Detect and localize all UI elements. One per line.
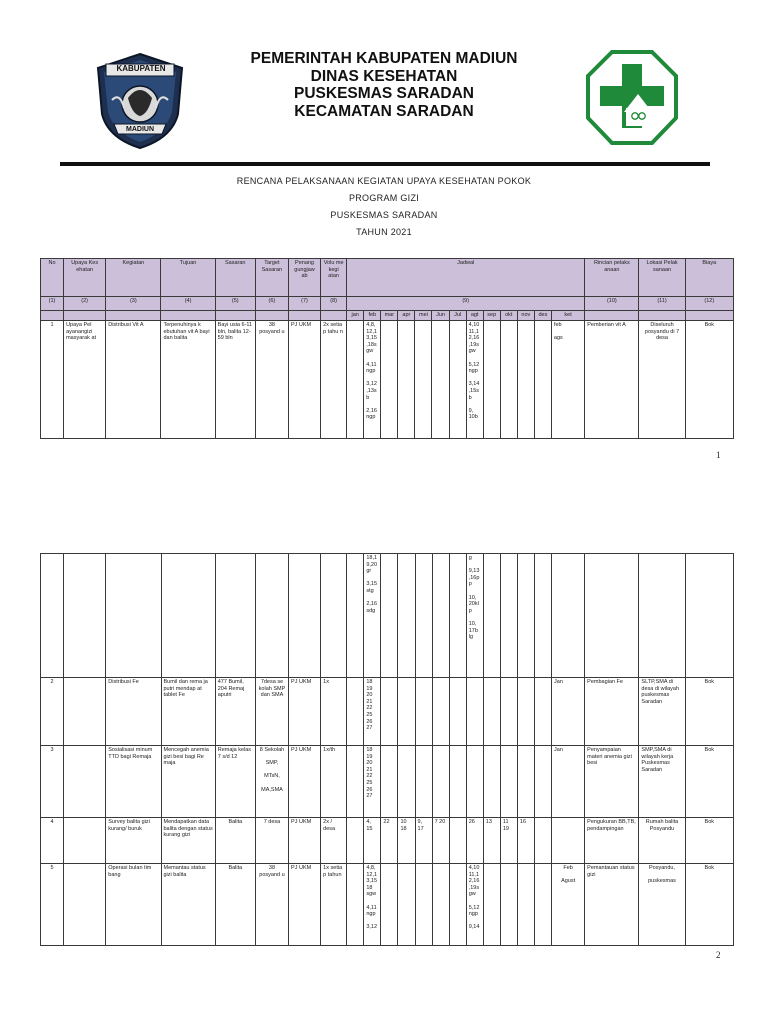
header-line-1: PEMERINTAH KABUPATEN MADIUN: [250, 50, 518, 67]
row-ket: Jan: [552, 746, 585, 818]
row-schedule-agt: 4,10 11,1 2,16 ,19s gw 5,12 ngp 3,14 ,15s b 9, 10b: [466, 321, 483, 439]
header-line-3: PUSKESMAS SARADAN: [294, 85, 474, 102]
row-schedule-feb: 18 19 20 21 22 25 26 27: [364, 746, 381, 818]
row-tujuan: Mencegah anemia gizi besi bagi Re maja: [161, 746, 215, 818]
row-pj: PJ UKM: [289, 818, 321, 864]
row-rincian: Pemberian vit A: [585, 321, 639, 439]
col-number: (3): [106, 297, 161, 311]
row-tujuan: Bumil dan rema ja putri mendap at tablet Fe: [161, 678, 215, 746]
month-header: mei: [415, 311, 432, 321]
logo-text-top: KABUPATEN: [116, 64, 166, 73]
row-month-cell: [552, 818, 585, 864]
col-number: (10): [585, 297, 639, 311]
row-tujuan: Memantau status gizi balita: [161, 864, 215, 946]
row-tujuan: Mendapatkan data balita dengan status kurang gizi: [161, 818, 215, 864]
row-month-cell: [534, 818, 551, 864]
row-no: 4: [41, 818, 64, 864]
month-header: mar: [381, 311, 398, 321]
page-number-2: 2: [716, 950, 721, 960]
row-rincian: Pembagian Fe: [585, 678, 639, 746]
row-no: 3: [41, 746, 64, 818]
row-month-cell: 9, 17: [415, 818, 432, 864]
col-number: (1): [41, 297, 64, 311]
row-schedule-feb: 18 19 20 21 22 25 26 27: [364, 678, 381, 746]
col-number: (12): [685, 297, 733, 311]
row-target: 8 Sekolah SMP, MTsN, MA,SMA: [255, 746, 288, 818]
col-header-pj: Penang gungjaw ab: [288, 259, 320, 297]
row-sasaran: 477 Bumil, 204 Remaj aputri: [215, 678, 255, 746]
page-header-title: [200, 50, 568, 120]
logo-text-bottom: MADIUN: [126, 126, 154, 133]
row-volume: 1x: [321, 678, 347, 746]
col-header-volume: Volu me kegi atan: [321, 259, 347, 297]
row-kegiatan: Sosialisasi minum TTD bagi Remaja: [106, 746, 161, 818]
row-month-cell: 22: [381, 818, 398, 864]
month-header: Jul: [449, 311, 466, 321]
month-header: okt: [500, 311, 517, 321]
row-no: 1: [41, 321, 64, 439]
header-line-4: KECAMATAN SARADAN: [294, 102, 474, 120]
row-kegiatan: Operasi bulan tim bang: [106, 864, 161, 946]
row-lokasi: SMP,SMA di wilayah kerja Puskesmas Saradan: [639, 746, 685, 818]
month-header: Jun: [432, 311, 449, 321]
row-biaya: Bok: [685, 746, 733, 818]
row-no: 2: [41, 678, 64, 746]
row-pj: PJ UKM: [289, 678, 321, 746]
row-target: 7 desa: [255, 818, 288, 864]
row-target: 38 posyand u: [255, 321, 288, 439]
row-sasaran: Balita: [215, 818, 255, 864]
plan-table-page2: [40, 553, 734, 946]
row-sasaran: Bayi usia 6-11 bln, balita 12-59 bln: [215, 321, 255, 439]
row-schedule-feb: 4,8, 12,1 3,15 ,18s gw 4,11 ngp 3,12 ,13s b 2,16 ngp: [364, 321, 381, 439]
month-header: jan: [347, 311, 364, 321]
col-number: (8): [321, 297, 347, 311]
month-header: agt: [466, 311, 483, 321]
col-number: (11): [639, 297, 685, 311]
page-number-1: 1: [716, 450, 721, 460]
row-schedule-feb: 18,1 9,20 gr 3,15 stg 2,16 sdg: [364, 554, 381, 678]
month-header: apr: [398, 311, 415, 321]
row-month-cell: [449, 818, 466, 864]
col-header-jadwal: Jadwal: [347, 259, 585, 297]
row-target: 38 posyand u: [255, 864, 288, 946]
col-number: (2): [64, 297, 106, 311]
row-volume: 2x setia p tahu n: [321, 321, 347, 439]
row-schedule-feb: 4,8, 12,1 3,15 18 sgw 4,11 ngp 3,12: [364, 864, 381, 946]
doc-subtitle-3: PUSKESMAS SARADAN: [330, 210, 438, 220]
table-row: [41, 554, 734, 678]
col-number: (6): [255, 297, 288, 311]
row-tujuan: Terpenuhinya k ebutuhan vit A bayi dan balita: [161, 321, 215, 439]
doc-subtitle-2: PROGRAM GIZI: [348, 193, 420, 203]
row-no: 5: [41, 864, 64, 946]
col-header-no: No: [41, 259, 64, 297]
col-header-upaya: Upaya Kes ehatan: [64, 259, 106, 297]
row-target: 7desa se kolah SMP dan SMA: [255, 678, 288, 746]
table-row: [41, 678, 734, 746]
row-ket: Feb Agust: [552, 864, 585, 946]
row-lokasi: Diseluruh posyandu di 7 desa: [639, 321, 685, 439]
col-header-tujuan: Tujuan: [161, 259, 215, 297]
row-biaya: Bok: [685, 321, 733, 439]
row-sasaran: Balita: [215, 864, 255, 946]
row-volume: 1x/th: [321, 746, 347, 818]
row-lokasi: Rumah balita Posyandu: [639, 818, 685, 864]
col-header-target: Target Sasaran: [255, 259, 288, 297]
doc-subtitle-1: RENCANA PELAKSANAAN KEGIATAN UPAYA KESEHATAN POKOK: [236, 176, 532, 186]
row-month-cell: 13: [483, 818, 500, 864]
table-row: [41, 746, 734, 818]
row-kegiatan: Survey balita gizi kurang/ buruk: [106, 818, 161, 864]
row-month-cell: 10 18: [398, 818, 415, 864]
row-pj: PJ UKM: [289, 864, 321, 946]
row-biaya: Bok: [685, 818, 733, 864]
doc-subtitle-4: TAHUN 2021: [356, 227, 412, 237]
month-header: feb: [364, 311, 381, 321]
row-rincian: Pemantauan status gizi: [585, 864, 639, 946]
row-biaya: Bok: [685, 678, 733, 746]
row-biaya: Bok: [685, 864, 733, 946]
row-ket: feb ags: [551, 321, 584, 439]
row-month-cell: 16: [517, 818, 534, 864]
header-divider: [60, 162, 710, 166]
row-kegiatan: Distribusi Fe: [106, 678, 161, 746]
row-pj: PJ UKM: [288, 321, 320, 439]
col-header-biaya: Biaya: [685, 259, 733, 297]
row-ket: Jan: [552, 678, 585, 746]
table-row: [41, 321, 734, 439]
row-rincian: Penyampaian materi anemia gizi besi: [585, 746, 639, 818]
row-schedule-agt: 4,10 11,1 2,16 ,19s gw 5,12 ngp 9,14: [466, 864, 483, 946]
col-number: (5): [215, 297, 255, 311]
plan-table-page1: [40, 258, 734, 439]
col-number: (7): [288, 297, 320, 311]
col-header-rincian: Rincian pelaks anaan: [585, 259, 639, 297]
puskesmas-logo: [586, 50, 678, 145]
kabupaten-madiun-logo: [92, 52, 188, 150]
month-header: sep: [483, 311, 500, 321]
row-schedule-agt: g 9,13 ,16p p 10, 20kl p 10, 17b lg: [466, 554, 483, 678]
row-rincian: Pengukuran BB,TB, pendampingan: [585, 818, 639, 864]
row-sasaran: Remaja kelas 7 s/d 12: [215, 746, 255, 818]
header-line-2: DINAS KESEHATAN: [310, 67, 458, 85]
month-header: ket: [551, 311, 584, 321]
row-month-cell: 11 19: [500, 818, 517, 864]
table-row: [41, 864, 734, 946]
row-volume: 2x / desa: [321, 818, 347, 864]
col-number: (4): [161, 297, 215, 311]
row-kegiatan: Distribusi Vit A: [106, 321, 161, 439]
col-number: (9): [347, 297, 585, 311]
row-month-cell: [347, 818, 364, 864]
row-month-cell: 4, 15: [364, 818, 381, 864]
col-header-sasaran: Sasaran: [215, 259, 255, 297]
row-volume: 1x setia p tahun: [321, 864, 347, 946]
col-header-lokasi: Lokasi Pelak sanaan: [639, 259, 685, 297]
month-header: nov: [517, 311, 534, 321]
row-pj: PJ UKM: [289, 746, 321, 818]
row-upaya: Upaya Pel ayanangizi masyarak at: [64, 321, 106, 439]
row-month-cell: 7 20: [432, 818, 449, 864]
row-lokasi: Posyandu, puskesmas: [639, 864, 685, 946]
row-month-cell: 26: [466, 818, 483, 864]
table-row: [41, 818, 734, 864]
col-header-kegiatan: Kegiatan: [106, 259, 161, 297]
month-header: des: [534, 311, 551, 321]
row-lokasi: SLTP,SMA di desa di wilayah puskesmas Saradan: [639, 678, 685, 746]
